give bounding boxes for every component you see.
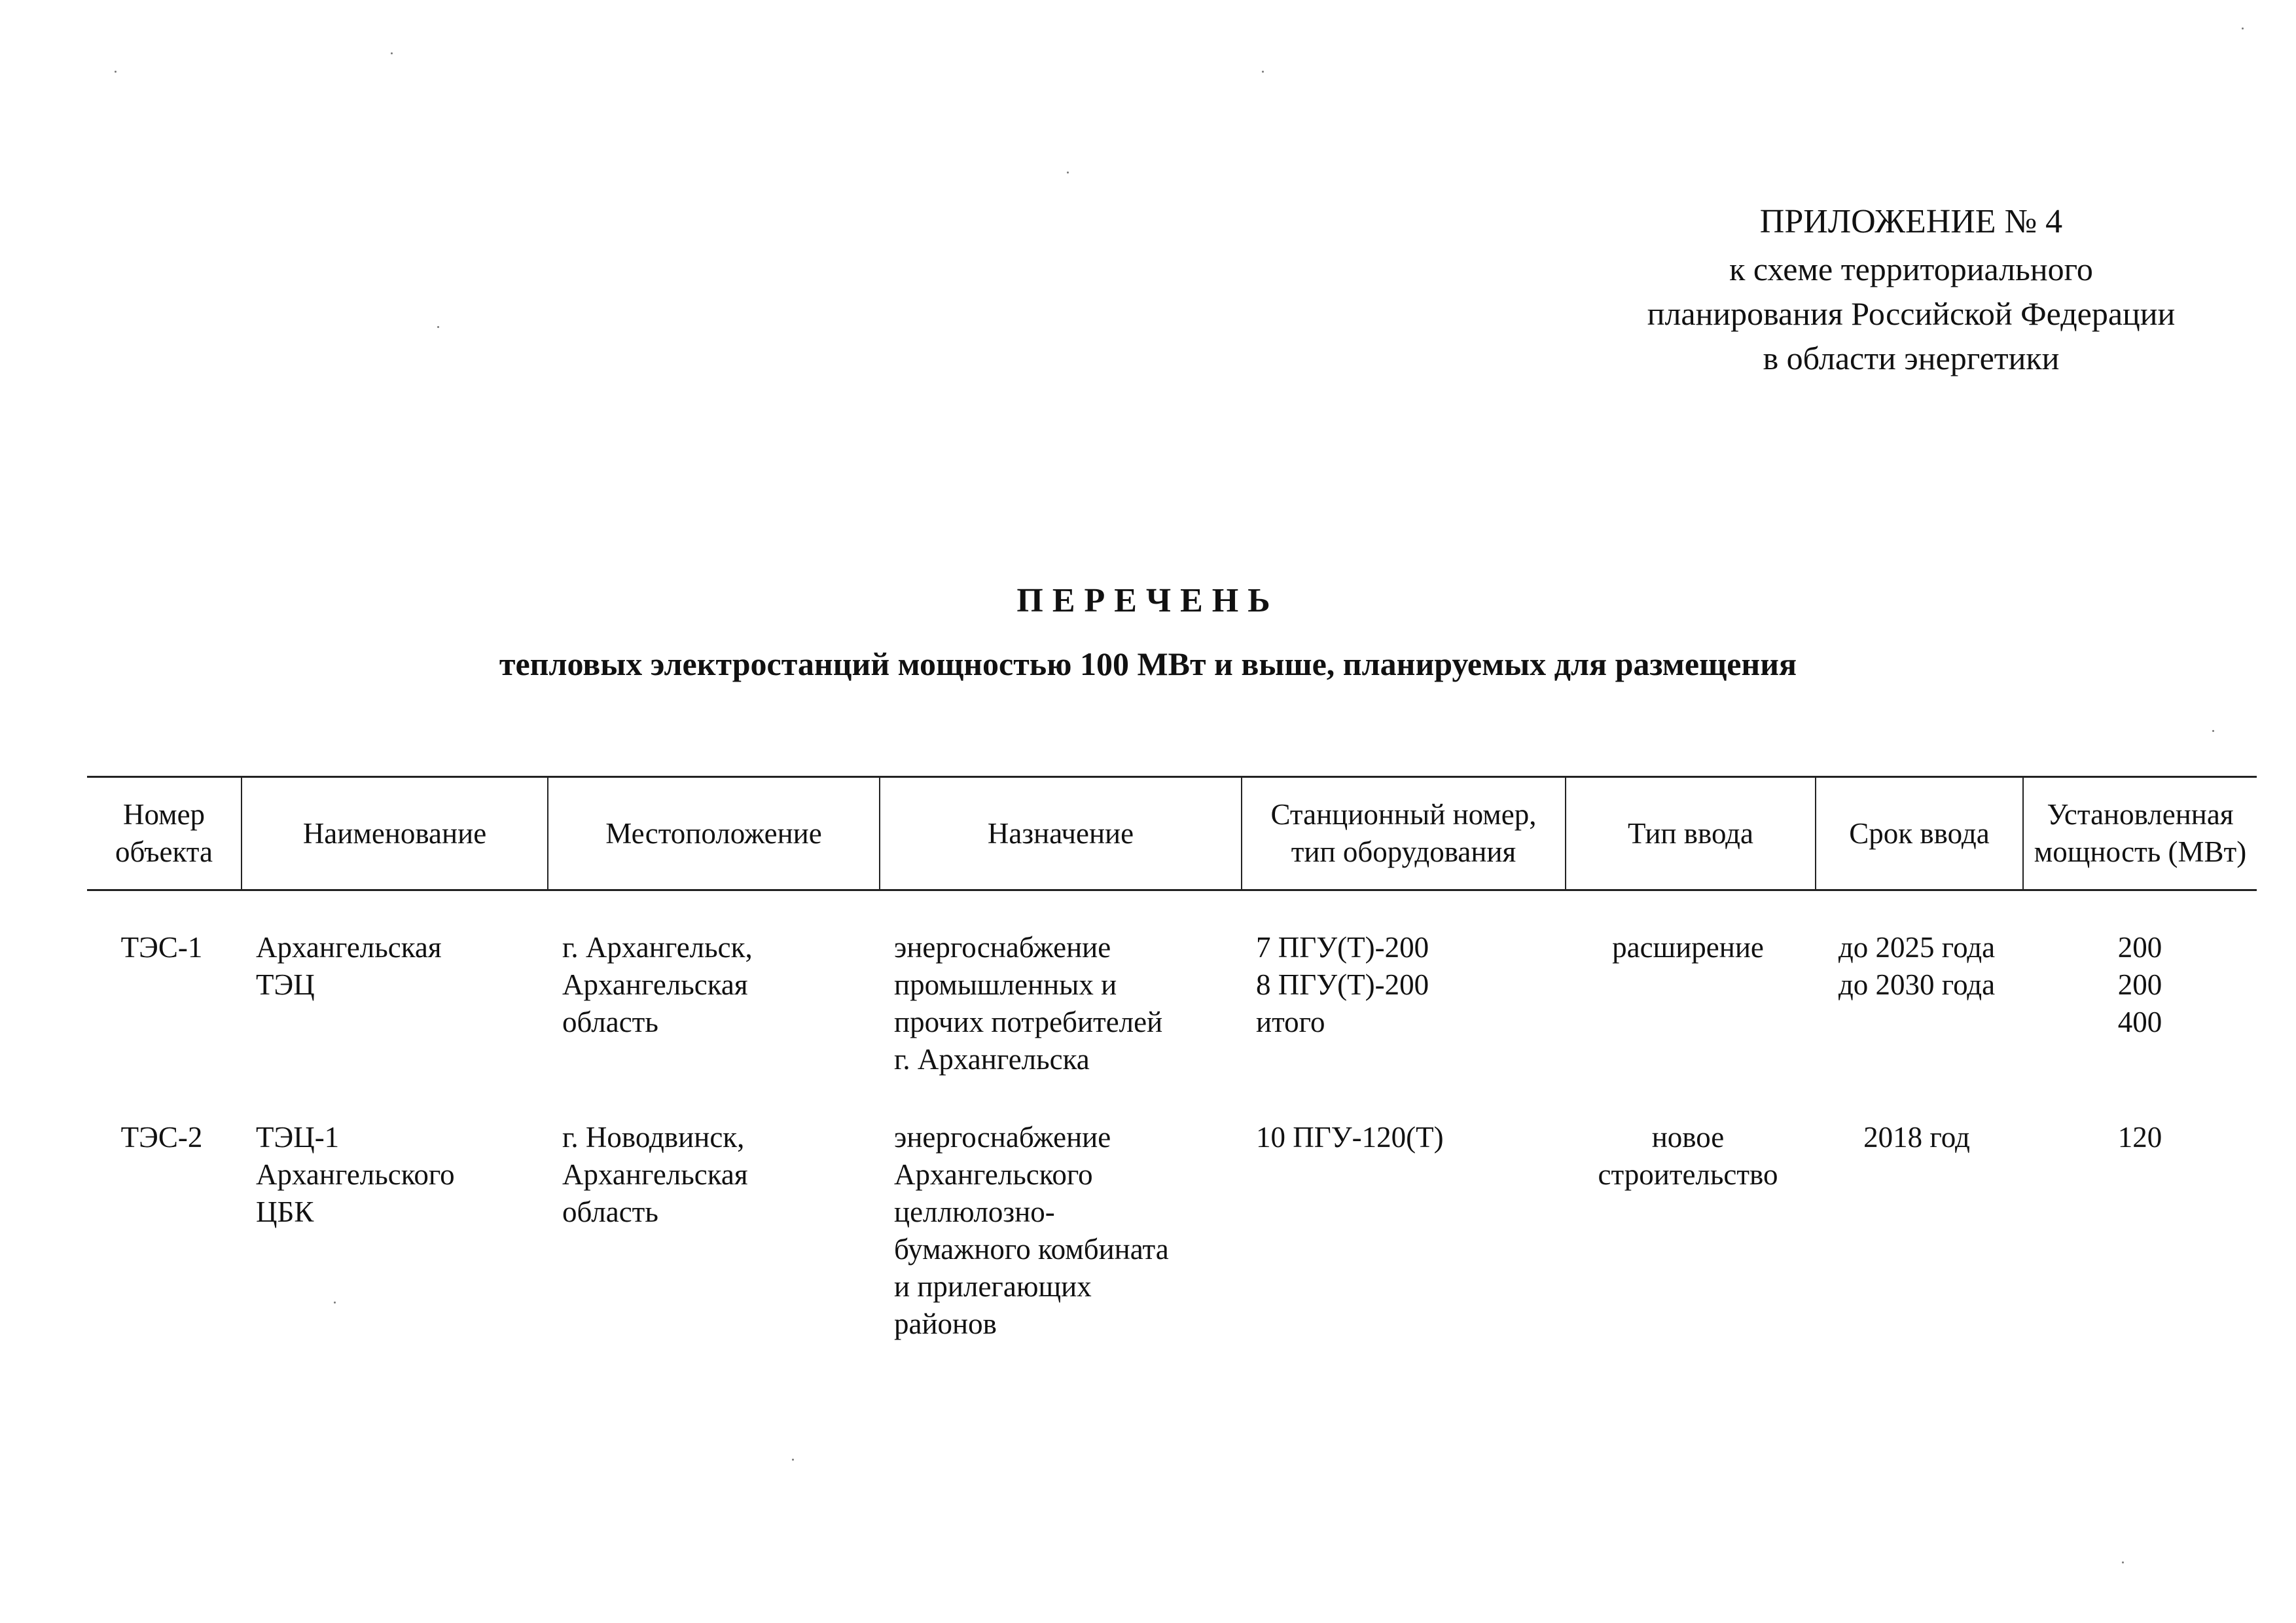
scan-speck [792,1459,794,1461]
scan-speck [2122,1561,2124,1563]
scan-speck [2212,730,2214,732]
cell-purpose: энергоснабжение Архангельского целлюлозно- бумажного комбината и прилегающих районов [894,1121,1169,1340]
cell-term: до 2025 года до 2030 года [1838,931,1996,1001]
cell-number: ТЭС-1 [120,931,203,964]
appendix-line: к схеме территориального [1729,251,2093,287]
cell-location: г. Архангельск, Архангельская область [562,931,753,1038]
scan-speck [2242,27,2244,29]
cell-term: 2018 год [1863,1121,1970,1154]
cell-purpose: энергоснабжение промышленных и прочих потребителей г. Архангельска [894,931,1163,1076]
cell-input-type: новое строительство [1598,1121,1778,1191]
cell-capacity: 200 200 400 [2117,931,2162,1038]
appendix-block [1584,200,2238,380]
table-row [87,890,2257,1079]
cell-input-type: расширение [1612,931,1764,964]
column-header-capacity: Установленная мощность (МВт) [2023,777,2257,890]
cell-equipment: 10 ПГУ-120(Т) [1256,1121,1444,1154]
column-header-name: Наименование [242,777,548,890]
column-header-purpose: Назначение [880,777,1242,890]
document-title: ПЕРЕЧЕНЬ [1016,582,1280,619]
table-row [87,1078,2257,1343]
column-header-term: Срок ввода [1816,777,2023,890]
document-subtitle: тепловых электростанций мощностью 100 МВт и выше, планируемых для размещения [499,646,1797,682]
cell-capacity: 120 [2117,1121,2162,1154]
appendix-line: в области энергетики [1763,340,2060,376]
appendix-line: планирования Российской Федерации [1647,295,2176,332]
cell-name: ТЭЦ-1 Архангельского ЦБК [256,1121,455,1228]
column-header-input-type: Тип ввода [1566,777,1816,890]
appendix-title: ПРИЛОЖЕНИЕ № 4 [1759,203,2063,240]
scan-speck [1067,172,1069,173]
table-header-row [87,777,2257,890]
scan-speck [115,71,117,73]
scan-speck [1262,71,1264,73]
scan-speck [437,326,439,328]
cell-equipment: 7 ПГУ(Т)-200 8 ПГУ(Т)-200 итого [1256,931,1429,1038]
column-header-location: Местоположение [548,777,880,890]
cell-number: ТЭС-2 [120,1121,203,1154]
column-header-equipment: Станционный номер, тип оборудования [1242,777,1566,890]
column-header-number: Номер объекта [87,777,242,890]
cell-location: г. Новодвинск, Архангельская область [562,1121,748,1228]
power-plants-table [87,776,2257,1343]
scan-speck [391,52,393,54]
cell-name: Архангельская ТЭЦ [256,931,442,1001]
